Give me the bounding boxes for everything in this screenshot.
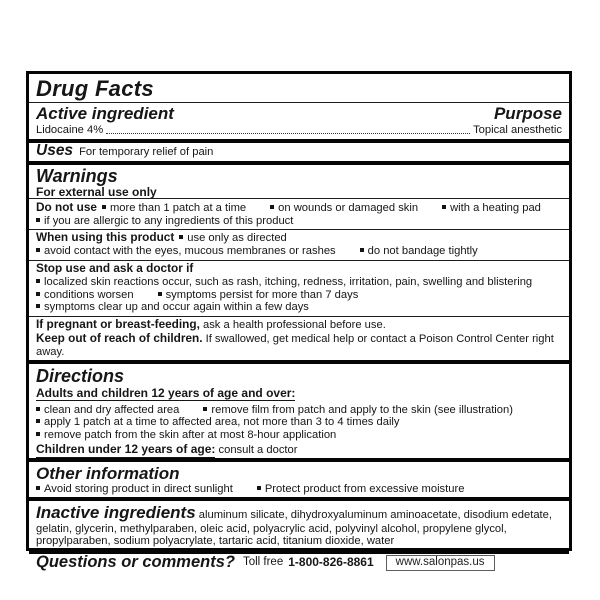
warning-item: more than 1 patch at a time <box>102 202 246 214</box>
bullet-icon <box>179 235 183 239</box>
warning-item: avoid contact with the eyes, mucous membranes or rashes <box>36 245 336 257</box>
bullet-icon <box>102 205 106 209</box>
inactive-ingredients-text: aluminum silicate, dihydroxyaluminum aminoacetate, disodium edetate, gelatin, glycerin, methylparaben, oleic acid, polyacrylic acid, polyvinyl alcohol, propylene glycol, propylparaben, sodium polyacrylate, tartaric acid, titanium dioxide, water <box>36 508 552 548</box>
warning-item: conditions worsen <box>36 289 134 301</box>
inactive-ingredients-section <box>29 501 569 550</box>
children-directions-text: consult a doctor <box>218 444 298 457</box>
do-not-use-block <box>29 199 569 229</box>
warning-item: use only as directed <box>179 232 287 244</box>
when-using-block <box>29 230 569 260</box>
active-ingredient-row <box>29 124 569 139</box>
warning-item: localized skin reactions occur, such as rash, itching, redness, irritation, pain, swelling and blistering <box>36 276 532 288</box>
other-information-heading: Other information <box>36 463 180 483</box>
questions-heading: Questions or comments? <box>36 553 235 572</box>
uses-heading: Uses <box>36 141 74 159</box>
pregnancy-warning <box>36 318 562 332</box>
bullet-icon <box>257 486 261 490</box>
directions-section <box>29 364 569 458</box>
bullet-icon <box>36 292 40 296</box>
other-info-item: Avoid storing product in direct sunlight <box>36 483 233 495</box>
children-warning-text: If swallowed, get medical help or contact a Poison Control Center right away. <box>36 333 554 358</box>
children-warning <box>36 332 562 359</box>
bullet-icon <box>36 407 40 411</box>
bullet-icon <box>36 248 40 252</box>
drug-facts-label <box>26 71 572 572</box>
direction-item: apply 1 patch at a time to affected area, not more than 3 to 4 times daily <box>36 416 400 428</box>
purpose-heading: Purpose <box>493 104 562 123</box>
bullet-icon <box>360 248 364 252</box>
warning-item: on wounds or damaged skin <box>270 202 418 214</box>
bullet-icon <box>36 279 40 283</box>
bullet-icon <box>36 419 40 423</box>
bullet-icon <box>36 486 40 490</box>
stop-use-block <box>29 261 569 316</box>
pregnancy-warning-text: ask a health professional before use. <box>202 319 386 332</box>
bullet-icon <box>442 205 446 209</box>
warning-item: do not bandage tightly <box>360 245 478 257</box>
inactive-ingredients-heading: Inactive ingredients <box>36 502 196 522</box>
when-using-lead: When using this product <box>36 230 175 245</box>
warnings-heading: Warnings <box>36 165 118 186</box>
bullet-icon <box>158 292 162 296</box>
children-warning-lead: Keep out of reach of children. <box>36 331 203 346</box>
uses-section <box>29 143 569 161</box>
active-ingredient-header <box>29 103 569 124</box>
bullet-icon <box>203 407 207 411</box>
ingredient-name: Lidocaine 4% <box>36 124 104 136</box>
questions-section <box>29 550 569 573</box>
pregnancy-children-block <box>29 317 569 360</box>
directions-heading: Directions <box>36 365 125 386</box>
stop-use-lead: Stop use and ask a doctor if <box>36 261 194 276</box>
drug-facts-title: Drug Facts <box>36 76 154 101</box>
active-ingredient-heading: Active ingredient <box>36 104 174 123</box>
warning-item: symptoms clear up and occur again within a few days <box>36 301 309 313</box>
toll-free-label: Toll free <box>242 556 284 569</box>
children-directions-lead: Children under 12 years of age: <box>36 442 216 457</box>
bullet-icon <box>36 218 40 222</box>
warnings-section <box>29 165 569 199</box>
adults-directions-heading: Adults and children 12 years of age and over: <box>36 385 296 400</box>
ingredient-purpose: Topical anesthetic <box>473 124 562 136</box>
bullet-icon <box>36 432 40 436</box>
other-information-section <box>29 462 569 497</box>
warning-item: with a heating pad <box>442 202 541 214</box>
pregnancy-warning-lead: If pregnant or breast-feeding, <box>36 317 200 332</box>
website-box: www.salonpas.us <box>386 555 495 571</box>
bullet-icon <box>36 304 40 308</box>
direction-item: clean and dry affected area <box>36 404 179 416</box>
bullet-icon <box>270 205 274 209</box>
direction-item: remove patch from the skin after at most 8-hour application <box>36 429 336 441</box>
phone-number: 1-800-826-8861 <box>288 555 374 570</box>
do-not-use-lead: Do not use <box>36 199 97 214</box>
dotted-leader <box>106 133 470 134</box>
uses-text: For temporary relief of pain <box>79 145 214 158</box>
external-use-text: For external use only <box>36 184 157 199</box>
warning-item: if you are allergic to any ingredients of this product <box>36 215 293 227</box>
direction-item: remove film from patch and apply to the skin (see illustration) <box>203 404 513 416</box>
other-info-item: Protect product from excessive moisture <box>257 483 465 495</box>
warning-item: symptoms persist for more than 7 days <box>158 289 359 301</box>
